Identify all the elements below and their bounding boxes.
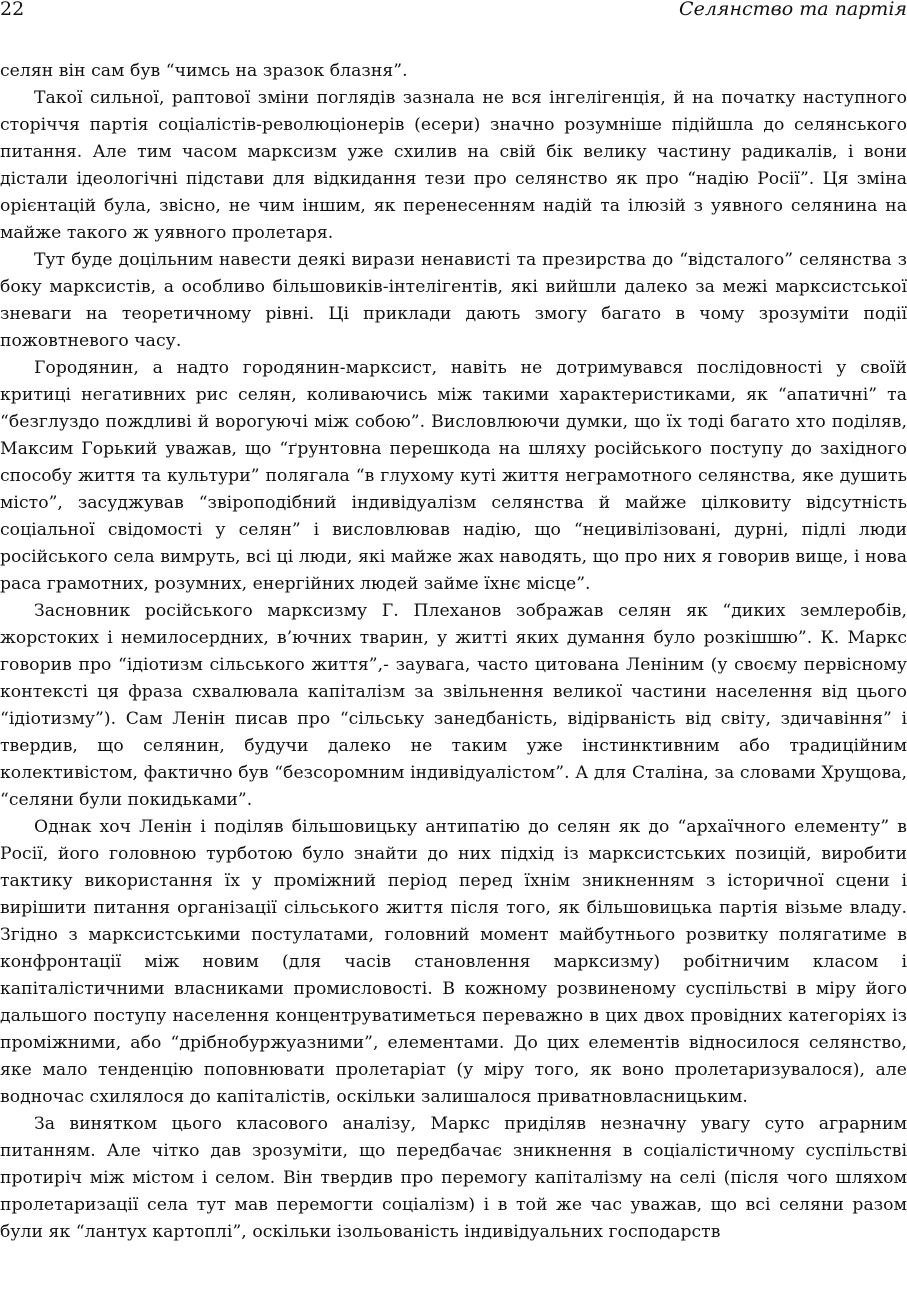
- running-title: Селянство та партія: [679, 0, 907, 20]
- running-head: [0, 0, 907, 26]
- body-text: [0, 58, 907, 1246]
- paragraph: Однак хоч Ленін і поділяв більшовицьку антипатію до селян як до “архаїчного елементу” в Росії, його головною турботою було знайти до них підхід із марксистських позицій, виробити тактику використання їх у проміжний період перед їхнім зникненням з історичної сцени і вирішити питання організації сільського життя після того, як більшовицька партія візьме владу. Згідно з марксистськими постулатами, головний момент майбутнього розвитку полягатиме в конфронтації між новим (для часів становлення марксизму) робітничим класом і капіталістичними власниками промисловості. В кожному розвиненому суспільстві в міру його дальшого поступу населення концентруватиметься переважно в цих двох провідних категоріях із проміжними, або “дрібнобуржуазними”, елементами. До цих елементів відносилося селянство, яке мало тенденцію поповнювати пролетаріат (у міру того, як воно пролетаризувалося), але водночас схилялося до капіталістів, оскільки залишалося приватновласницьким.: [0, 817, 907, 1107]
- paragraph: За винятком цього класового аналізу, Маркс приділяв незначну увагу суто аграрним питанням. Але чітко дав зрозуміти, що передбачає зникнення в соціалістичному суспільстві протиріч між містом і селом. Він твердив про перемогу капіталізму на селі (після чого шляхом пролетаризації села тут мав перемогти соціалізм) і в той же час уважав, що всі селяни разом були як “лантух картоплі”, оскільки ізольованість індивідуальних господарств: [0, 1114, 907, 1242]
- page-number: 22: [0, 0, 25, 20]
- paragraph: Такої сильної, раптової зміни поглядів зазнала не вся інгелігенція, й на початку наступного сторіччя партія соціалістів-революціонерів (есери) значно розумніше підійшла до селянського питання. Але тим часом марксизм уже схилив на свій бік велику частину радикалів, і вони дістали ідеологічні підстави для відкидання тези про селянство як про “надію Росії”. Ця зміна орієнтацій була, звісно, не чим іншим, як перенесенням надій та ілюзій з уявного селянина на майже такого ж уявного пролетаря.: [0, 88, 907, 243]
- paragraph: Засновник російського марксизму Г. Плеханов зображав селян як “диких землеробів, жорстоких і немилосердних, в’ючних тварин, у житті яких думання було розкішшю”. К. Маркс говорив про “ідіотизм сільського життя”,- заувага, часто цитована Леніним (у своєму первісному контексті ця фраза схвалювала капіталізм за звільнення великої частини населення від цього “ідіотизму”). Сам Ленін писав про “сільську занедбаність, відірваність від світу, здичавіння” і твердив, що селянин, будучи далеко не таким уже інстинктивним або традиційним колективістом, фактично був “безсоромним індивідуалістом”. А для Сталіна, за словами Хрущова, “селяни були покидьками”.: [0, 601, 907, 810]
- paragraph: Городянин, а надто городянин-марксист, навіть не дотримувався послідовності у своїй критиці негативних рис селян, коливаючись між такими характеристиками, як “апатичні” та “безглуздо пождливі й ворогуючі між собою”. Висловлюючи думки, що їх тоді багато хто поділяв, Максим Горький уважав, що “ґрунтовна перешкода на шляху російського поступу до західного способу життя та культури” полягала “в глухому куті життя неграмотного селянства, яке душить місто”, засуджував “звіроподібний індивідуалізм селянства й майже цілковиту відсутність соціальної свідомості у селян” і висловлював надію, що “нецивілізовані, дурні, підлі люди російського села вимруть, всі ці люди, які майже жах наводять, що про них я говорив вище, і нова раса грамотних, розумних, енергійних людей займе їхнє місце”.: [0, 358, 907, 594]
- paragraph: Тут буде доцільним навести деякі вирази ненависті та презирства до “відсталого” селянства з боку марксистів, а особливо більшовиків-інтелігентів, які вийшли далеко за межі марксистської зневаги на теоретичному рівні. Ці приклади дають змогу багато в чому зрозуміти події пожовтневого часу.: [0, 250, 907, 351]
- paragraph-continuation: селян він сам був “чимсь на зразок блазня”.: [0, 61, 408, 81]
